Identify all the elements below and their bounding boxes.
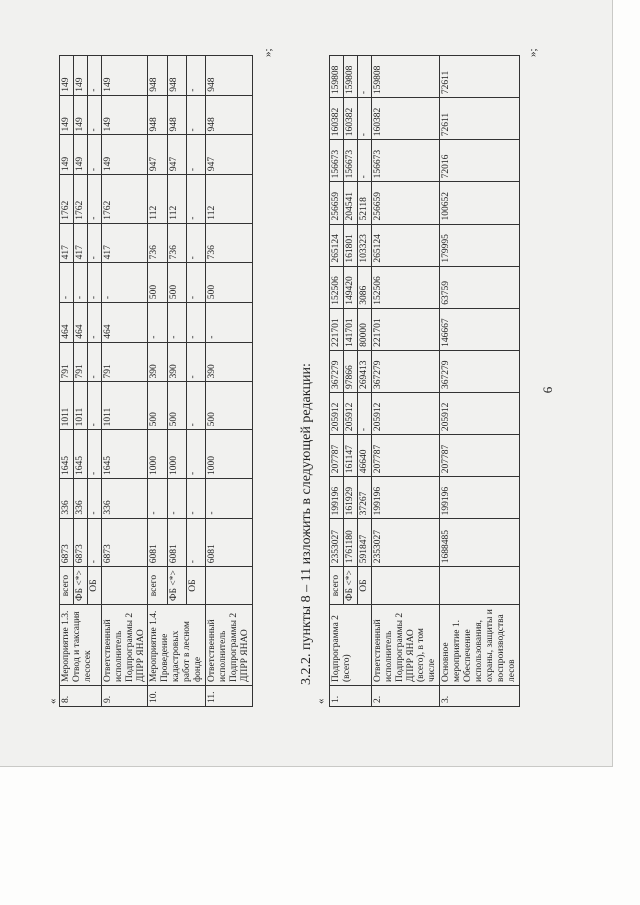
value-cell: 736	[206, 223, 253, 263]
value-cell: 1645	[101, 430, 148, 479]
value-cell: 63759	[440, 266, 519, 308]
value-cell: 100652	[440, 182, 519, 224]
value-cell: -	[73, 263, 87, 303]
value-cell: 141701	[343, 308, 357, 350]
value-cell: 37267	[357, 477, 371, 519]
value-cell: 159808	[371, 56, 440, 98]
value-cell: -	[186, 342, 205, 382]
row-number: 2.	[371, 686, 440, 707]
value-cell: 500	[167, 263, 186, 303]
value-cell: 791	[73, 342, 87, 382]
value-cell: -	[357, 56, 371, 98]
value-cell: 1000	[206, 430, 253, 479]
value-cell: 500	[148, 263, 167, 303]
value-cell: 791	[60, 342, 74, 382]
section-heading: 3.2.2. пункты 8 – 11 изложить в следующей редакции:	[299, 363, 314, 685]
value-cell: 1761180	[343, 519, 357, 567]
value-cell: 72611	[440, 56, 519, 98]
value-cell: 152506	[371, 266, 440, 308]
value-cell: -	[87, 382, 101, 430]
value-cell: 149	[73, 95, 87, 135]
value-cell: 6081	[148, 518, 167, 567]
value-cell: 205912	[440, 393, 519, 435]
value-cell: 256659	[330, 182, 344, 224]
value-cell: 3086	[357, 266, 371, 308]
value-cell: -	[87, 56, 101, 96]
value-cell: -	[87, 518, 101, 567]
value-cell: 417	[60, 223, 74, 263]
value-cell: 265124	[330, 224, 344, 266]
value-cell: -	[357, 140, 371, 182]
value-cell: -	[186, 56, 205, 96]
value-cell: -	[206, 303, 253, 343]
row-number: 3.	[440, 686, 519, 707]
value-cell: 6081	[167, 518, 186, 567]
value-cell: 112	[167, 175, 186, 224]
value-cell: -	[87, 342, 101, 382]
funding-source: всего	[60, 567, 74, 605]
funding-source: ОБ	[186, 567, 205, 605]
value-cell: 207787	[440, 435, 519, 477]
rotated-page-content	[47, 40, 577, 740]
funding-source	[371, 567, 440, 605]
table-row	[206, 56, 253, 707]
row-name: Ответственный исполнитель Подпрограммы 2 ДПРР ЯНАО	[206, 605, 253, 686]
value-cell: -	[87, 175, 101, 224]
open-quote-bottom: «	[47, 698, 59, 704]
value-cell: 149	[101, 95, 148, 135]
row-name: Подпрограмма 2 (всего)	[330, 605, 372, 686]
value-cell: -	[167, 478, 186, 518]
value-cell: -	[186, 518, 205, 567]
row-number: 9.	[101, 686, 148, 707]
value-cell: 159808	[330, 56, 344, 98]
value-cell: 149	[60, 56, 74, 96]
value-cell: 948	[206, 56, 253, 96]
value-cell: 948	[148, 95, 167, 135]
value-cell: 205912	[371, 393, 440, 435]
value-cell: 269413	[357, 350, 371, 392]
value-cell: 207787	[330, 435, 344, 477]
value-cell: 199196	[330, 477, 344, 519]
value-cell: 500	[148, 382, 167, 430]
row-number: 8.	[60, 686, 102, 707]
funding-source: ФБ <*>	[167, 567, 186, 605]
table-row	[371, 56, 440, 707]
value-cell: -	[87, 223, 101, 263]
value-cell: 159808	[343, 56, 357, 98]
table-row	[60, 56, 74, 707]
table-row	[101, 56, 148, 707]
value-cell: 161929	[343, 477, 357, 519]
value-cell: -	[186, 95, 205, 135]
row-name: Ответственный исполнитель Подпрограммы 2 ДПРР ЯНАО	[101, 605, 148, 686]
value-cell: 1645	[73, 430, 87, 479]
value-cell: -	[186, 175, 205, 224]
value-cell: 6873	[73, 518, 87, 567]
value-cell: 1762	[73, 175, 87, 224]
value-cell: 221701	[371, 308, 440, 350]
value-cell: 948	[148, 56, 167, 96]
value-cell: -	[60, 263, 74, 303]
funding-source: ОБ	[87, 567, 101, 605]
value-cell: 146667	[440, 308, 519, 350]
program-table-top	[329, 55, 520, 707]
row-name: Мероприятие 1.3. Отвод и таксация лесосек	[60, 605, 102, 686]
value-cell: 2353027	[330, 519, 344, 567]
value-cell: -	[148, 478, 167, 518]
value-cell: -	[186, 135, 205, 175]
table-row	[148, 56, 167, 707]
page-number: 6	[540, 386, 555, 394]
funding-source	[206, 567, 253, 605]
value-cell: 1645	[60, 430, 74, 479]
value-cell: -	[87, 95, 101, 135]
value-cell: 417	[73, 223, 87, 263]
value-cell: -	[357, 98, 371, 140]
end-mark-top: »;	[527, 48, 539, 57]
value-cell: -	[87, 430, 101, 479]
value-cell: 336	[73, 478, 87, 518]
value-cell: 390	[206, 342, 253, 382]
funding-source: всего	[330, 567, 344, 605]
value-cell: -	[101, 263, 148, 303]
value-cell: 417	[101, 223, 148, 263]
value-cell: -	[186, 263, 205, 303]
value-cell: -	[87, 303, 101, 343]
value-cell: 1011	[60, 382, 74, 430]
value-cell: 199196	[371, 477, 440, 519]
value-cell: 464	[60, 303, 74, 343]
value-cell: -	[87, 263, 101, 303]
value-cell: 161147	[343, 435, 357, 477]
value-cell: 149	[101, 135, 148, 175]
value-cell: 390	[167, 342, 186, 382]
funding-source: ОБ	[357, 567, 371, 605]
value-cell: -	[186, 223, 205, 263]
value-cell: 161801	[343, 224, 357, 266]
row-number: 1.	[330, 686, 372, 707]
value-cell: 1762	[60, 175, 74, 224]
value-cell: 103323	[357, 224, 371, 266]
value-cell: 149420	[343, 266, 357, 308]
row-name: Мероприятие 1.4. Проведение кадастровых работ в лесном фонде	[148, 605, 206, 686]
value-cell: 1011	[101, 382, 148, 430]
value-cell: 336	[60, 478, 74, 518]
value-cell: 221701	[330, 308, 344, 350]
value-cell: 204541	[343, 182, 357, 224]
funding-source: ФБ <*>	[343, 567, 357, 605]
row-number: 10.	[148, 686, 206, 707]
value-cell: -	[167, 303, 186, 343]
value-cell: 791	[101, 342, 148, 382]
value-cell: 179995	[440, 224, 519, 266]
table-row	[330, 56, 344, 707]
value-cell: 52118	[357, 182, 371, 224]
value-cell: 6873	[101, 518, 148, 567]
value-cell: 336	[101, 478, 148, 518]
value-cell: -	[357, 393, 371, 435]
value-cell: 72611	[440, 98, 519, 140]
value-cell: 464	[73, 303, 87, 343]
value-cell: -	[186, 382, 205, 430]
value-cell: 591847	[357, 519, 371, 567]
value-cell: 367279	[371, 350, 440, 392]
value-cell: 207787	[371, 435, 440, 477]
value-cell: 199196	[440, 477, 519, 519]
value-cell: -	[87, 135, 101, 175]
value-cell: 112	[206, 175, 253, 224]
value-cell: 390	[148, 342, 167, 382]
value-cell: 367279	[330, 350, 344, 392]
value-cell: 256659	[371, 182, 440, 224]
value-cell: 156673	[330, 140, 344, 182]
value-cell: 152506	[330, 266, 344, 308]
row-number: 11.	[206, 686, 253, 707]
table-row	[440, 56, 519, 707]
value-cell: 149	[60, 135, 74, 175]
value-cell: -	[186, 430, 205, 479]
value-cell: 1000	[167, 430, 186, 479]
value-cell: 464	[101, 303, 148, 343]
value-cell: 149	[60, 95, 74, 135]
row-name: Основное мероприятие 1. Обеспечение использования, охраны, защиты и воспроизводства лесов	[440, 605, 519, 686]
value-cell: 736	[167, 223, 186, 263]
funding-source: ФБ <*>	[73, 567, 87, 605]
funding-source: всего	[148, 567, 167, 605]
value-cell: 205912	[330, 393, 344, 435]
value-cell: 947	[206, 135, 253, 175]
row-name: Ответственный исполнитель Подпрограммы 2 ДПРР ЯНАО (всего), в том числе	[371, 605, 440, 686]
value-cell: 500	[206, 382, 253, 430]
value-cell: 1000	[148, 430, 167, 479]
value-cell: 160382	[343, 98, 357, 140]
value-cell: 149	[101, 56, 148, 96]
value-cell: 149	[73, 56, 87, 96]
value-cell: 72016	[440, 140, 519, 182]
value-cell: -	[206, 478, 253, 518]
value-cell: 156673	[343, 140, 357, 182]
value-cell: 1011	[73, 382, 87, 430]
program-table-bottom	[59, 55, 253, 707]
value-cell: 205912	[343, 393, 357, 435]
value-cell: 156673	[371, 140, 440, 182]
value-cell: 80000	[357, 308, 371, 350]
value-cell: -	[186, 478, 205, 518]
value-cell: 947	[167, 135, 186, 175]
end-mark-bottom: »;	[262, 48, 274, 57]
value-cell: 500	[167, 382, 186, 430]
value-cell: 948	[206, 95, 253, 135]
value-cell: 948	[167, 95, 186, 135]
value-cell: 97866	[343, 350, 357, 392]
value-cell: -	[87, 478, 101, 518]
value-cell: 736	[148, 223, 167, 263]
value-cell: 1688485	[440, 519, 519, 567]
value-cell: 500	[206, 263, 253, 303]
funding-source	[101, 567, 148, 605]
value-cell: 6081	[206, 518, 253, 567]
value-cell: -	[186, 303, 205, 343]
value-cell: 46640	[357, 435, 371, 477]
value-cell: -	[148, 303, 167, 343]
value-cell: 112	[148, 175, 167, 224]
value-cell: 367279	[440, 350, 519, 392]
value-cell: 1762	[101, 175, 148, 224]
value-cell: 947	[148, 135, 167, 175]
value-cell: 948	[167, 56, 186, 96]
open-quote-top: «	[315, 698, 327, 704]
value-cell: 265124	[371, 224, 440, 266]
funding-source	[440, 567, 519, 605]
value-cell: 160382	[371, 98, 440, 140]
value-cell: 160382	[330, 98, 344, 140]
value-cell: 2353027	[371, 519, 440, 567]
value-cell: 149	[73, 135, 87, 175]
value-cell: 6873	[60, 518, 74, 567]
